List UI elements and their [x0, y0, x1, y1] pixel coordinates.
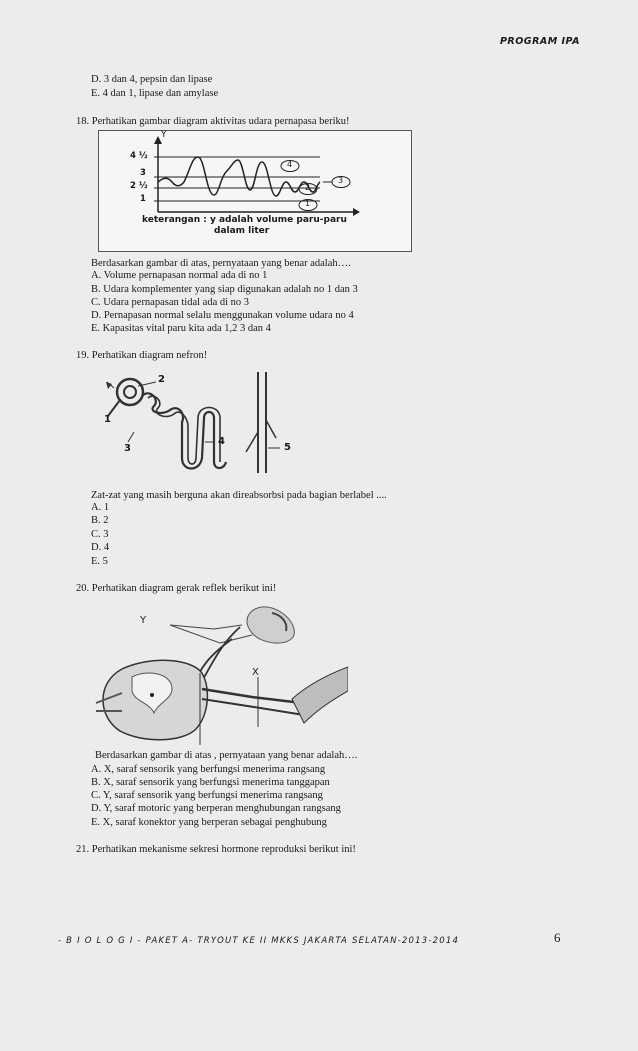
- q21-stem: 21. Perhatikan mekanisme sekresi hormone reproduksi berikut ini!: [76, 844, 356, 855]
- q18-stem: 18. Perhatikan gambar diagram aktivitas udara pernapasa beriku!: [76, 116, 350, 127]
- q19-stem: 19. Perhatikan diagram nefron!: [76, 350, 208, 361]
- q20-option-a: A. X, saraf sensorik yang berfungsi menerima rangsang: [91, 764, 326, 775]
- q20-option-c: C. Y, saraf sensorik yang berfungsi menerima rangsang: [91, 790, 323, 801]
- q18-prompt: Berdasarkan gambar di atas, pernyataan yang benar adalah….: [91, 258, 351, 269]
- q19-option-e: E. 5: [91, 556, 108, 567]
- reflex-label-x: X: [252, 667, 259, 678]
- y-label-3: 3: [140, 168, 146, 178]
- graph-caption-line1: keterangan : y adalah volume paru-paru: [142, 215, 347, 225]
- y-label-1: 1: [140, 194, 146, 204]
- reflex-arc-diagram: [92, 603, 348, 745]
- page-number: 6: [554, 930, 561, 945]
- q18-option-c: C. Udara pernapasan tidal ada di no 3: [91, 297, 250, 308]
- reflex-arc-drawing: [92, 603, 348, 745]
- nephron-label-3: 3: [124, 443, 131, 454]
- q19-option-b: B. 2: [91, 515, 109, 526]
- y-label-4-5: 4 ½: [130, 151, 148, 161]
- nephron-label-1: 1: [104, 414, 111, 425]
- nephron-diagram: [90, 370, 300, 475]
- y-label-2-5: 2 ½: [130, 181, 148, 191]
- nephron-label-2: 2: [158, 374, 165, 385]
- q20-option-e: E. X, saraf konektor yang berperan sebagai penghubung: [91, 817, 327, 828]
- marker-4: 4: [287, 160, 293, 169]
- marker-1: 1: [305, 199, 311, 208]
- y-axis-label: Y: [161, 130, 167, 140]
- reflex-label-y: Y: [140, 615, 147, 626]
- q20-stem: 20. Perhatikan diagram gerak reflek berikut ini!: [76, 583, 277, 594]
- q19-option-d: D. 4: [91, 542, 110, 553]
- q18-breathing-diagram: [98, 130, 412, 252]
- marker-2: 2: [305, 183, 311, 192]
- q18-option-b: B. Udara komplementer yang siap digunakan adalah no 1 dan 3: [91, 284, 358, 295]
- q19-prompt: Zat-zat yang masih berguna akan direabsorbsi pada bagian berlabel ....: [91, 490, 387, 501]
- page-footer: - B I O L O G I - PAKET A- TRYOUT KE II MKKS JAKARTA SELATAN-2013-2014: [58, 936, 460, 946]
- q20-option-b: B. X, saraf sensorik yang berfungsi menerima tanggapan: [91, 777, 330, 788]
- nephron-drawing: [90, 370, 300, 475]
- q18-option-d: D. Pernapasan normal selalu menggunakan volume udara no 4: [91, 310, 354, 321]
- q19-option-a: A. 1: [91, 502, 110, 513]
- prev-option-e: E. 4 dan 1, lipase dan amylase: [91, 88, 219, 99]
- q20-prompt: Berdasarkan gambar di atas , pernyataan yang benar adalah….: [95, 750, 358, 761]
- program-header: PROGRAM IPA: [499, 36, 580, 47]
- q20-option-d: D. Y, saraf motoric yang berperan menghubungan rangsang: [91, 803, 341, 814]
- q19-option-c: C. 3: [91, 529, 109, 540]
- prev-option-d: D. 3 dan 4, pepsin dan lipase: [91, 74, 213, 85]
- nephron-label-5: 5: [284, 442, 291, 453]
- marker-3: 3: [338, 176, 344, 185]
- graph-caption-line2: dalam liter: [214, 226, 270, 236]
- q18-option-a: A. Volume pernapasan normal ada di no 1: [91, 270, 268, 281]
- nephron-label-4: 4: [218, 436, 225, 447]
- q18-option-e: E. Kapasitas vital paru kita ada 1,2 3 dan 4: [91, 323, 271, 334]
